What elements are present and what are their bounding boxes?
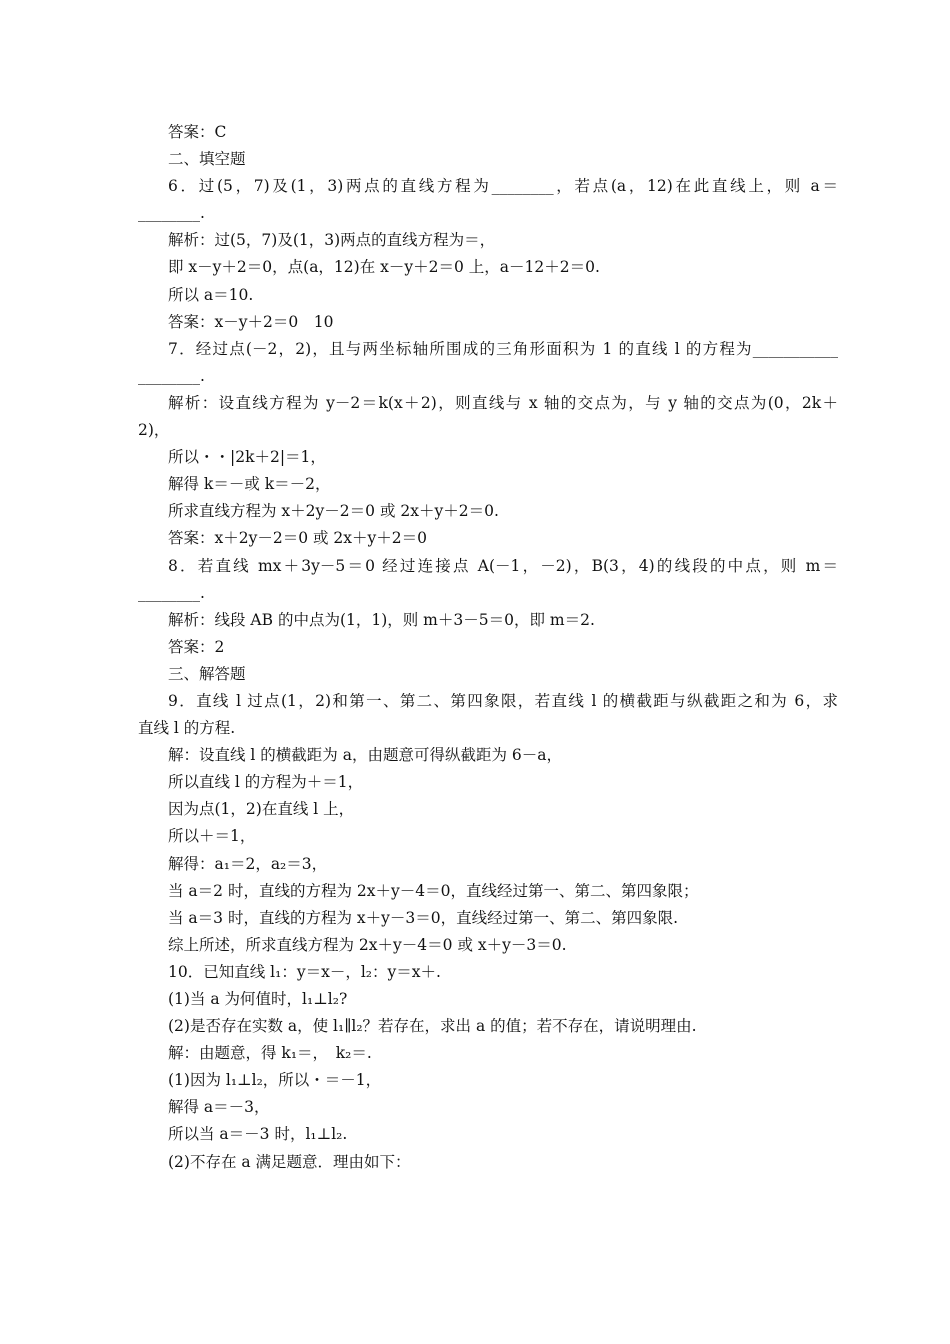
text-line: 6．过(5，7)及(1，3)两点的直线方程为________，若点(a，12)在此直线上，则 a＝	[168, 177, 838, 196]
text-line: (2)是否存在实数 a，使 l₁∥l₂？若存在，求出 a 的值；若不存在，请说明理由.	[168, 1017, 697, 1036]
text-line: 直线 l 的方程.	[138, 719, 236, 738]
text-line: 解析：设直线方程为 y－2＝k(x＋2)，则直线与 x 轴的交点为，与 y 轴的交点为(0，2k＋	[168, 393, 838, 412]
text-line: ________.	[138, 204, 205, 223]
text-line: 当 a＝3 时，直线的方程为 x＋y－3＝0，直线经过第一、第二、第四象限.	[168, 908, 679, 927]
text-line: ________.	[138, 583, 205, 602]
text-line: 所以・・|2k＋2|＝1，	[168, 448, 326, 467]
text-line: 8．若直线 mx＋3y－5＝0 经过连接点 A(－1，－2)，B(3，4)的线段的中点，则 m＝	[168, 556, 838, 575]
text-line: 7．经过点(－2，2)，且与两坐标轴所围成的三角形面积为 1 的直线 l 的方程为___________	[168, 339, 838, 358]
text-line: 2)，	[138, 421, 170, 440]
text-line: 答案：x＋2y－2＝0 或 2x＋y＋2＝0	[168, 529, 428, 548]
text-line: 答案：C	[168, 123, 227, 141]
text-line: 答案：x－y＋2＝0 10	[168, 312, 334, 331]
text-line: 解：由题意，得 k₁＝， k₂＝.	[168, 1044, 372, 1063]
text-line: 即 x－y＋2＝0，点(a，12)在 x－y＋2＝0 上，a－12＋2＝0.	[168, 258, 600, 277]
text-line: 解析：过(5，7)及(1，3)两点的直线方程为＝，	[168, 231, 496, 250]
text-line: 9．直线 l 过点(1，2)和第一、第二、第四象限，若直线 l 的横截距与纵截距之和为 6，求	[168, 691, 838, 710]
text-line: ________.	[138, 366, 205, 385]
text-line: 答案：2	[168, 637, 225, 656]
document-body	[138, 119, 838, 1176]
text-line: (2)不存在 a 满足题意．理由如下：	[168, 1152, 411, 1171]
text-line: (1)因为 l₁⊥l₂，所以・＝－1，	[168, 1071, 382, 1090]
text-line: 解得 a＝－3，	[168, 1098, 270, 1117]
text-line: 因为点(1，2)在直线 l 上，	[168, 800, 355, 819]
text-line: 当 a＝2 时，直线的方程为 2x＋y－4＝0，直线经过第一、第二、第四象限；	[168, 881, 699, 900]
text-line: 解析：线段 AB 的中点为(1，1)，则 m＋3－5＝0，即 m＝2.	[168, 610, 595, 629]
text-line: 三、解答题	[168, 664, 246, 683]
text-line: 所以直线 l 的方程为＋＝1，	[168, 773, 364, 792]
text-line: 所以＋＝1，	[168, 827, 256, 846]
text-line: 10．已知直线 l₁：y＝x－，l₂：y＝x＋.	[168, 962, 441, 981]
text-line: 解得 k＝－或 k＝－2，	[168, 475, 331, 494]
text-line: 所求直线方程为 x＋2y－2＝0 或 2x＋y＋2＝0.	[168, 502, 499, 521]
text-line: (1)当 a 为何值时，l₁⊥l₂?	[168, 990, 348, 1008]
text-line: 综上所述，所求直线方程为 2x＋y－4＝0 或 x＋y－3＝0.	[168, 935, 567, 954]
text-line: 解得：a₁＝2，a₂＝3，	[168, 854, 328, 873]
text-line: 所以当 a＝－3 时，l₁⊥l₂.	[168, 1125, 348, 1144]
text-line: 二、填空题	[168, 150, 246, 169]
text-line: 所以 a＝10.	[168, 285, 254, 304]
text-line: 解：设直线 l 的横截距为 a，由题意可得纵截距为 6－a，	[168, 746, 563, 765]
